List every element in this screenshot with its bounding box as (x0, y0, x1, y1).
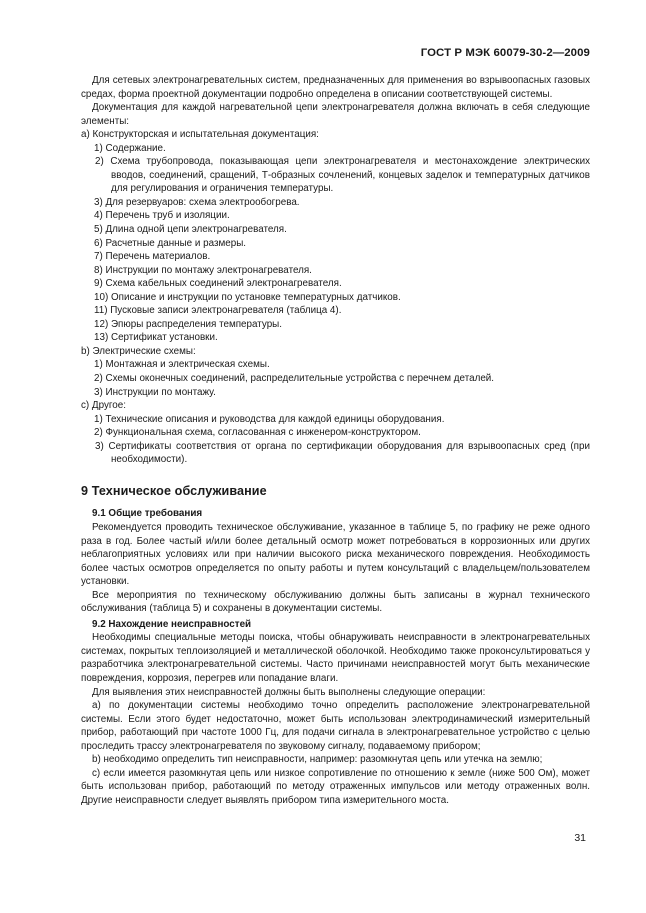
document-header: ГОСТ Р МЭК 60079-30-2—2009 (420, 47, 590, 59)
paragraph: Все мероприятия по техническому обслуживанию должны быть записаны в журнал технического обслуживания (таблица 5) и сохранены в документации системы. (81, 589, 590, 615)
list-item: 2) Схемы оконечных соединений, распределительные устройства с перечнем деталей. (94, 373, 495, 385)
paragraph: Рекомендуется проводить техническое обслуживание, указанное в таблице 5, по графику не реже одного раза в год. Более частый и/или более детальный осмотр может потребоваться в коррозионных или других неблагоприятных условиях или при наличии высокого риска механического повреждения. Необходимость более частых осмотров определяется по опыту работы и путем консультаций с владельцем/пользователем установки. (81, 521, 590, 588)
list-item: 3) Для резервуаров: схема электрообогрева. (94, 196, 300, 208)
list-item: 2) Схема трубопровода, показывающая цепи электронагревателя и местонахождение электрических вводов, соединений, сращений, Т-образных сочленений, концевых заделок и температурных датчиков для регулирования и ограничения температуры. (95, 156, 590, 195)
page-content (81, 74, 590, 807)
subsection-heading: 9.2 Нахождение неисправностей (92, 618, 252, 630)
list-item: 1) Содержание. (94, 142, 166, 154)
paragraph: Для сетевых электронагревательных систем, предназначенных для применения во взрывоопасных газовых средах, форма проектной документации подробно определена в описании соответствующей системы. (81, 75, 590, 100)
paragraph: а) по документации системы необходимо точно определить расположение электронагревательной системы. Если этого будет недостаточно, может быть использован электродинамический измерительный прибор, работающий при частоте 1000 Гц, для подачи сигнала в электронагревательное устройство с целью проследить трассу электронагревателя по звуковому сигналу, подаваемому прибором; (81, 700, 590, 752)
list-item: 3) Инструкции по монтажу. (94, 386, 216, 398)
list-item: 10) Описание и инструкции по установке температурных датчиков. (94, 291, 401, 303)
list-item: 11) Пусковые записи электронагревателя (таблица 4). (94, 305, 342, 317)
list-item: 8) Инструкции по монтажу электронагревателя. (94, 264, 312, 276)
list-item: 2) Функциональная схема, согласованная с инженером-конструктором. (94, 427, 421, 439)
list-item: 3) Сертификаты соответствия от органа по сертификации оборудования для взрывоопасных сред (при необходимости). (95, 440, 590, 466)
list-item: 13) Сертификат установки. (94, 332, 218, 344)
section-heading: 9 Техническое обслуживание (81, 483, 267, 498)
paragraph: Для выявления этих неисправностей должны быть выполнены следующие операции: (92, 686, 486, 698)
list-group-label: a) Конструкторская и испытательная документация: (81, 129, 319, 141)
paragraph: Документация для каждой нагревательной цепи электронагревателя должна включать в себя следующие элементы: (81, 102, 590, 127)
list-group-label: b) Электрические схемы: (81, 345, 196, 357)
list-item: 7) Перечень материалов. (94, 251, 211, 263)
list-item: 6) Расчетные данные и размеры. (94, 237, 247, 249)
list-group-label: c) Другое: (81, 400, 126, 412)
subsection-heading: 9.1 Общие требования (92, 508, 203, 520)
page-number: 31 (574, 832, 586, 844)
paragraph: b) необходимо определить тип неисправности, например: разомкнутая цепь или утечка на землю; (92, 754, 543, 766)
list-item: 4) Перечень труб и изоляции. (94, 210, 230, 222)
list-item: 1) Монтажная и электрическая схемы. (94, 359, 270, 371)
paragraph: c) если имеется разомкнутая цепь или низкое сопротивление по отношению к земле (ниже 500 Ом), может быть использован прибор, работающий по методу отраженных импульсов или методу отраженных волн. Другие неисправности следует выявлять прибором типа измерительного моста. (81, 767, 590, 806)
paragraph: Необходимы специальные методы поиска, чтобы обнаруживать неисправности в электронагревательных системах, покрытых теплоизоляцией и металлической оболочкой. Необходимо также проконсультироваться у разработчика электронагревательной системы. Часто причинами неисправностей могут быть механические повреждения, коррозия, перегрев или попадание влаги. (81, 632, 590, 684)
list-item: 12) Эпюры распределения температуры. (94, 318, 282, 330)
list-item: 5) Длина одной цепи электронагревателя. (94, 224, 287, 236)
list-item: 1) Технические описания и руководства для каждой единицы оборудования. (94, 413, 445, 425)
list-item: 9) Схема кабельных соединений электронагревателя. (94, 278, 342, 290)
